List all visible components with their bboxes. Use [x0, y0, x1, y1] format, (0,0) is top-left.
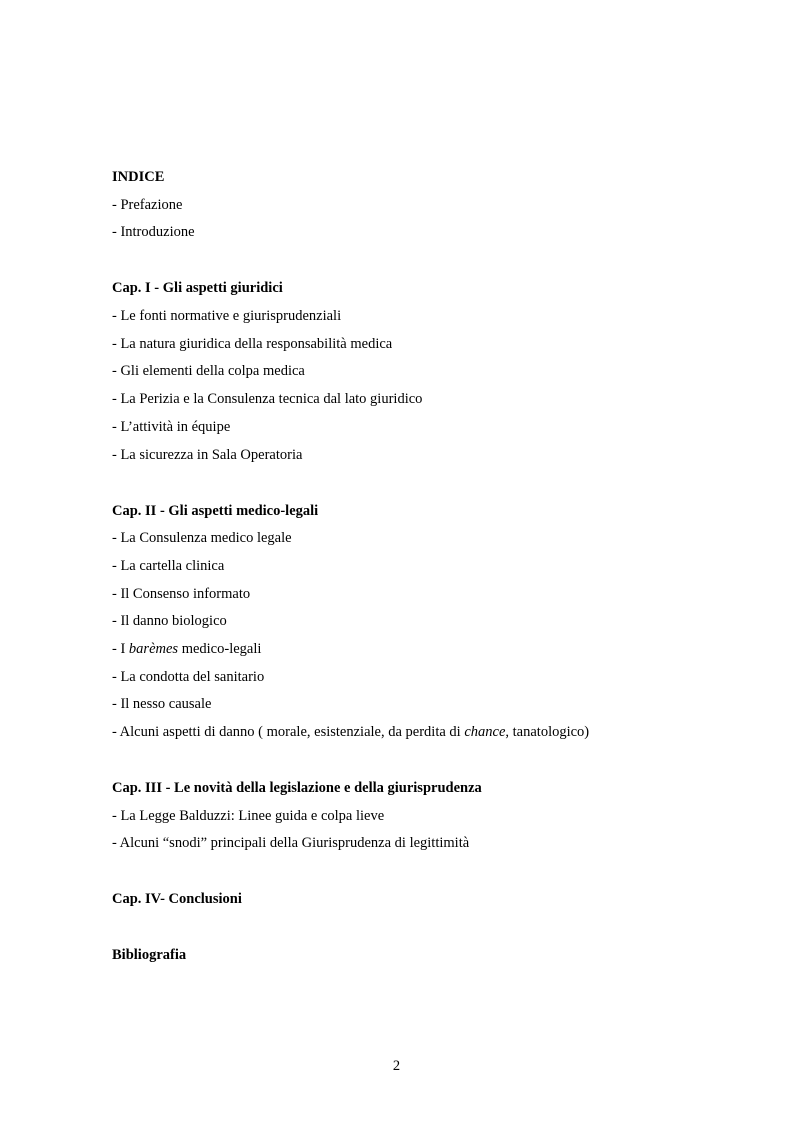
chapter-2-item: - I barèmes medico-legali: [112, 640, 262, 657]
chapter-2-item: - La cartella clinica: [112, 557, 225, 574]
toc-item-introduzione: - Introduzione: [112, 224, 195, 241]
chapter-3-item: - Alcuni “snodi” principali della Giurisprudenza di legittimità: [112, 835, 470, 852]
bibliography-heading: Bibliografia: [112, 947, 187, 964]
italic-term: barèmes: [128, 640, 179, 657]
chapter-2-item: - Il danno biologico: [112, 613, 227, 630]
chapter-3-heading: Cap. III - Le novità della legislazione e della giurisprudenza: [112, 780, 482, 796]
chapter-2-item: - La Consulenza medico legale: [112, 530, 292, 547]
toc-title: INDICE: [112, 169, 165, 185]
chapter-3-item: - La Legge Balduzzi: Linee guida e colpa lieve: [112, 807, 385, 824]
chapter-4-heading: Cap. IV- Conclusioni: [112, 891, 242, 908]
page-number: 2: [392, 1058, 401, 1074]
chapter-1-item: - La natura giuridica della responsabilità medica: [112, 335, 393, 352]
chapter-2-item: - La condotta del sanitario: [112, 668, 265, 685]
chapter-2-item: - Il Consenso informato: [112, 585, 251, 602]
chapter-1-item: - La sicurezza in Sala Operatoria: [112, 446, 303, 463]
chapter-2-item: - Alcuni aspetti di danno ( morale, esistenziale, da perdita di chance, tanatologico): [112, 724, 590, 740]
chapter-2-heading: Cap. II - Gli aspetti medico-legali: [112, 502, 319, 519]
chapter-1-item: - L’attività in équipe: [112, 418, 231, 435]
chapter-1-item: - Gli elementi della colpa medica: [112, 363, 305, 380]
chapter-1-item: - La Perizia e la Consulenza tecnica dal lato giuridico: [112, 391, 423, 408]
toc-item-prefazione: - Prefazione: [112, 196, 183, 213]
chapter-1-item: - Le fonti normative e giurisprudenziali: [112, 308, 342, 325]
table-of-contents: [112, 167, 712, 965]
chapter-2-item: - Il nesso causale: [112, 696, 212, 713]
italic-term: chance: [464, 724, 506, 740]
chapter-1-heading: Cap. I - Gli aspetti giuridici: [112, 280, 283, 297]
